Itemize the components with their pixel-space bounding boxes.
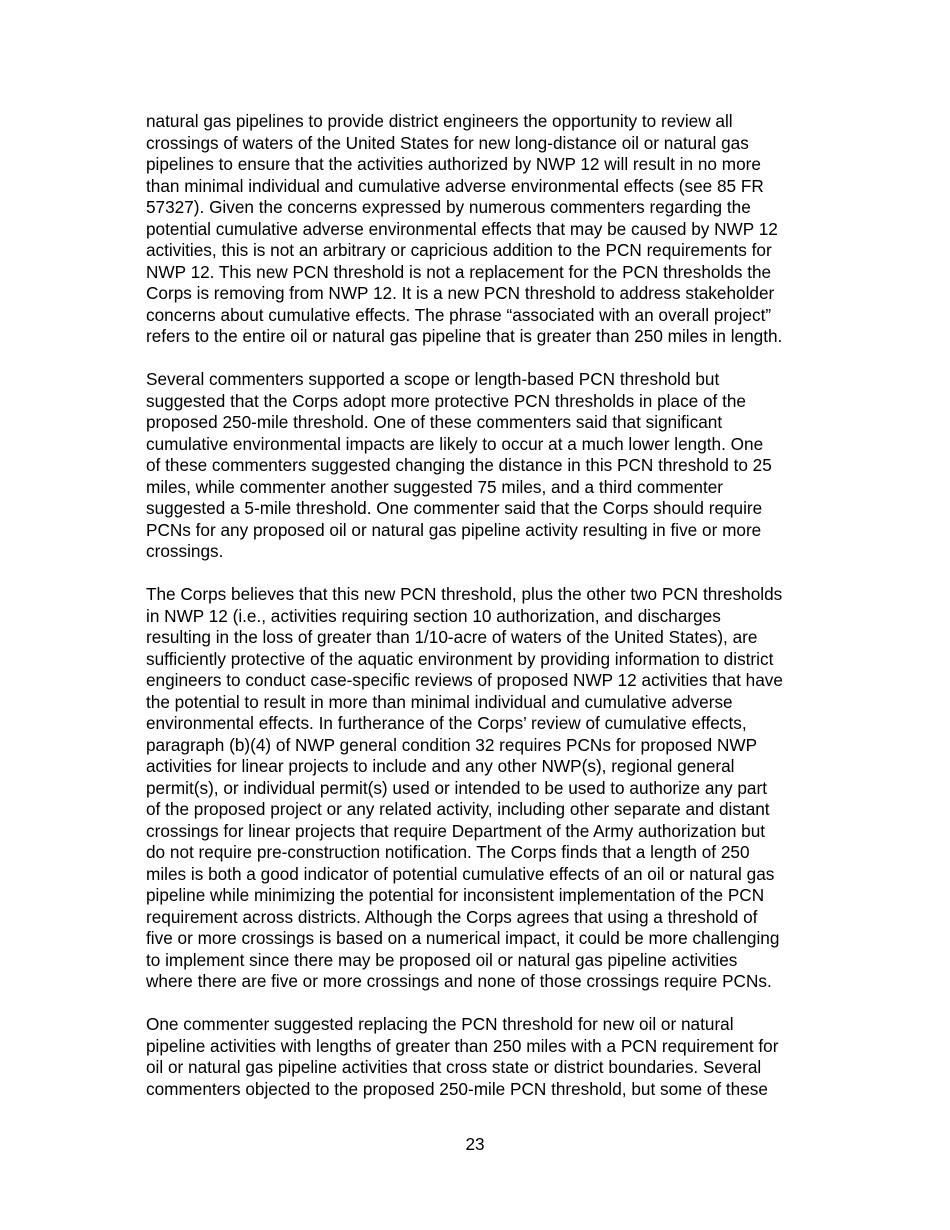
text-line: environmental effects. In furtherance of the Corps’ review of cumulative effects, [146, 713, 747, 733]
text-line: do not require pre-construction notification. The Corps finds that a length of 250 [146, 842, 750, 862]
text-line: paragraph (b)(4) of NWP general condition 32 requires PCNs for proposed NWP [146, 734, 758, 755]
text-line: The Corps believes that this new PCN threshold, plus the other two PCN thresholds [146, 584, 783, 604]
text-line: engineers to conduct case-specific reviews of proposed NWP 12 activities that have [146, 670, 783, 690]
text-line: commenters objected to the proposed 250-mile PCN threshold, but some of these [146, 1078, 768, 1099]
text-line: cumulative environmental impacts are likely to occur at a much lower length. One [146, 433, 764, 454]
text-line: suggested a 5-mile threshold. One commenter said that the Corps should require [146, 498, 763, 518]
text-line: permit(s), or individual permit(s) used or intended to be used to authorize any part [146, 777, 767, 798]
text-line: the potential to result in more than minimal individual and cumulative adverse [146, 691, 733, 712]
text-line: pipelines to ensure that the activities authorized by NWP 12 will result in no more [146, 154, 761, 174]
text-line: crossings of waters of the United States for new long-distance oil or natural gas [146, 132, 749, 153]
text-line: 57327). Given the concerns expressed by numerous commenters regarding the [146, 197, 751, 217]
text-line: resulting in the loss of greater than 1/10-acre of waters of the United States), are [146, 627, 758, 647]
text-line: five or more crossings is based on a numerical impact, it could be more challenging [146, 928, 780, 948]
text-line: potential cumulative adverse environmental effects that may be caused by NWP 12 [146, 218, 778, 239]
text-line: to implement since there may be proposed oil or natural gas pipeline activities [146, 949, 738, 970]
text-line: natural gas pipelines to provide district engineers the opportunity to review all [146, 111, 733, 131]
text-line: Corps is removing from NWP 12. It is a new PCN threshold to address stakeholder [146, 283, 775, 303]
text-line: than minimal individual and cumulative adverse environmental effects (see 85 FR [146, 175, 764, 196]
text-line: of the proposed project or any related activity, including other separate and distant [146, 799, 770, 819]
text-line: proposed 250-mile threshold. One of these commenters said that significant [146, 412, 723, 432]
text-line: sufficiently protective of the aquatic environment by providing information to district [146, 648, 774, 669]
text-line: where there are five or more crossings and none of those crossings require PCNs. [146, 971, 772, 991]
paragraph [146, 1014, 846, 1100]
text-line: miles is both a good indicator of potential cumulative effects of an oil or natural gas [146, 863, 775, 884]
text-line: pipeline while minimizing the potential for inconsistent implementation of the PCN [146, 885, 765, 905]
text-line: oil or natural gas pipeline activities that cross state or district boundaries. Several [146, 1057, 762, 1077]
body-text [146, 111, 846, 1100]
text-line: refers to the entire oil or natural gas pipeline that is greater than 250 miles in length. [146, 326, 783, 346]
text-line: pipeline activities with lengths of greater than 250 miles with a PCN requirement for [146, 1035, 779, 1056]
paragraph-gap [146, 348, 846, 370]
text-line: activities, this is not an arbitrary or capricious addition to the PCN requirements for [146, 240, 772, 260]
text-line: PCNs for any proposed oil or natural gas pipeline activity resulting in five or more [146, 519, 762, 540]
paragraph [146, 111, 846, 348]
text-line: concerns about cumulative effects. The phrase “associated with an overall project” [146, 304, 772, 325]
paragraph [146, 369, 846, 563]
text-line: of these commenters suggested changing the distance in this PCN threshold to 25 [146, 455, 772, 475]
text-line: in NWP 12 (i.e., activities requiring section 10 authorization, and discharges [146, 605, 721, 626]
text-line: requirement across districts. Although the Corps agrees that using a threshold of [146, 906, 758, 927]
paragraph [146, 584, 846, 993]
text-line: activities for linear projects to include and any other NWP(s), regional general [146, 756, 735, 776]
text-line: Several commenters supported a scope or length-based PCN threshold but [146, 369, 720, 389]
text-line: miles, while commenter another suggested 75 miles, and a third commenter [146, 476, 724, 497]
text-line: crossings for linear projects that require Department of the Army authorization but [146, 820, 766, 841]
text-line: suggested that the Corps adopt more protective PCN thresholds in place of the [146, 390, 746, 411]
text-line: One commenter suggested replacing the PCN threshold for new oil or natural [146, 1014, 734, 1034]
paragraph-gap [146, 993, 846, 1015]
text-line: crossings. [146, 541, 224, 561]
text-line: NWP 12. This new PCN threshold is not a replacement for the PCN thresholds the [146, 261, 772, 282]
page-number: 23 [465, 1134, 485, 1154]
paragraph-gap [146, 563, 846, 585]
